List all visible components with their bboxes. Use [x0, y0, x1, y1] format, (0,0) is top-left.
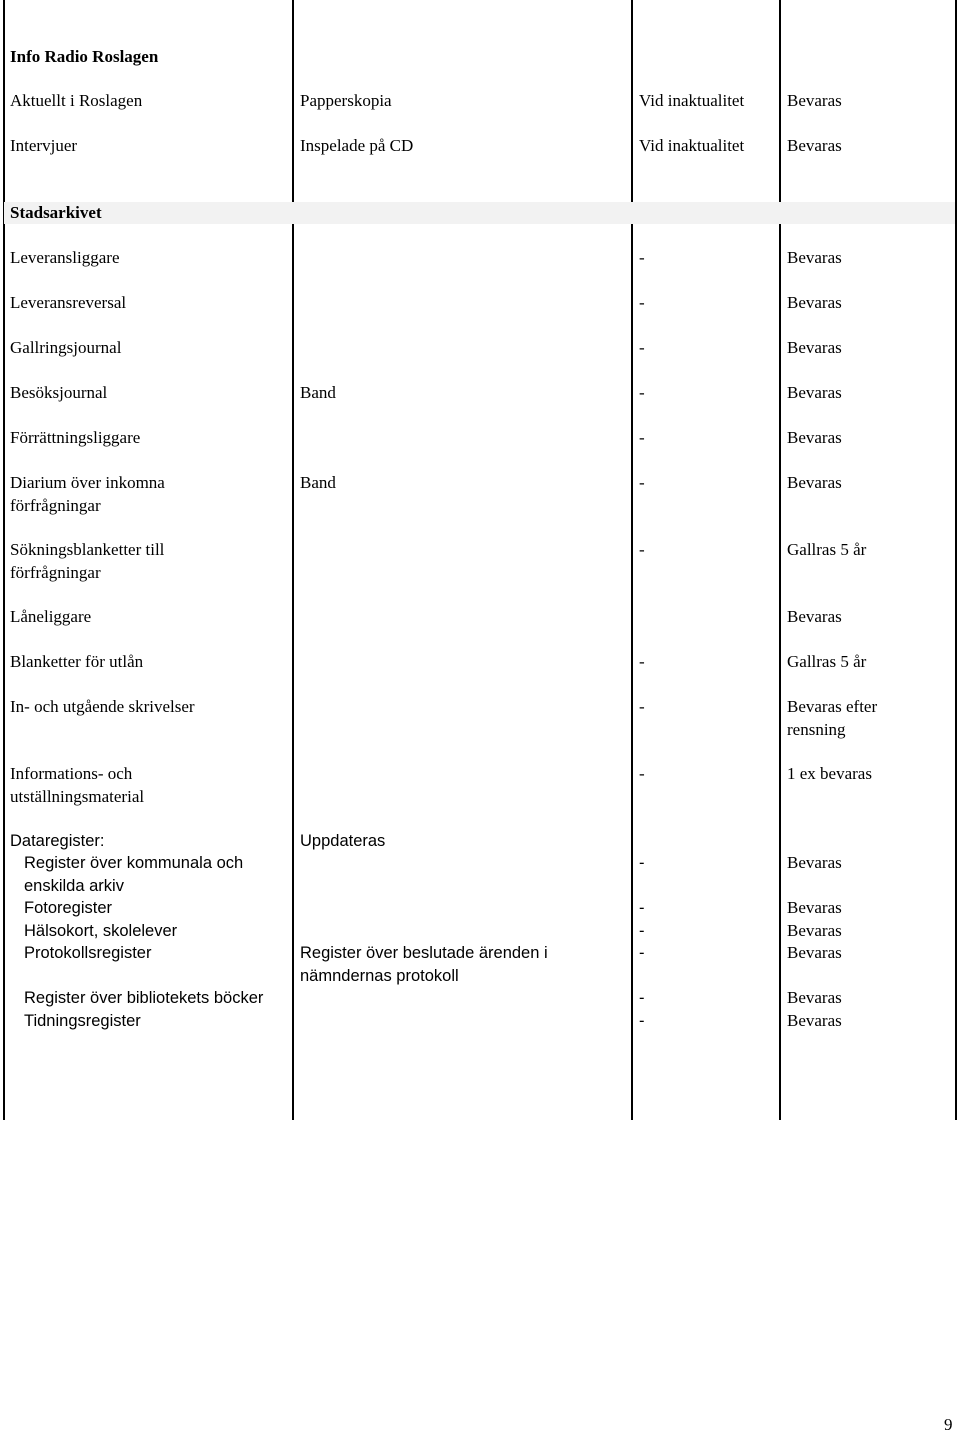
- row-medium: Inspelade på CD: [300, 136, 414, 155]
- dataregister-gallring-tid: -: [639, 1012, 645, 1030]
- table-column-divider: [955, 0, 957, 1120]
- section-heading: Info Radio Roslagen: [10, 47, 159, 66]
- dataregister-item-line: Fotoregister: [24, 899, 113, 917]
- dataregister-atgard: Bevaras: [787, 1011, 842, 1030]
- row-gallring-tid: -: [639, 540, 645, 559]
- row-atgard: Bevaras: [787, 607, 842, 626]
- row-gallring-tid: Vid inaktualitet: [639, 136, 745, 155]
- dataregister-atgard: Bevaras: [787, 988, 842, 1007]
- table-column-divider: [631, 0, 633, 1120]
- dataregister-medium-line: Register över beslutade ärenden i: [300, 944, 548, 962]
- row-atgard: Bevaras: [787, 383, 842, 402]
- row-title: Gallringsjournal: [10, 338, 122, 357]
- row-title: Leveransliggare: [10, 248, 120, 267]
- row-title: Intervjuer: [10, 136, 78, 155]
- dataregister-medium-line: nämndernas protokoll: [300, 967, 459, 985]
- row-atgard-line: Bevaras efter: [787, 697, 878, 716]
- row-title-line: förfrågningar: [10, 563, 101, 582]
- row-gallring-tid: -: [639, 764, 645, 783]
- row-atgard: Bevaras: [787, 473, 842, 492]
- row-title: Låneliggare: [10, 607, 92, 626]
- row-gallring-tid: -: [639, 652, 645, 671]
- row-atgard: 1 ex bevaras: [787, 764, 872, 783]
- row-medium: Papperskopia: [300, 91, 392, 110]
- section-heading-background: [4, 202, 955, 224]
- row-atgard: Bevaras: [787, 338, 842, 357]
- row-atgard: Bevaras: [787, 136, 842, 155]
- row-title-line: Diarium över inkomna: [10, 473, 165, 492]
- row-gallring-tid: -: [639, 473, 645, 492]
- row-title-line: Sökningsblanketter till: [10, 540, 165, 559]
- row-title: Blanketter för utlån: [10, 652, 144, 671]
- dataregister-item-line: Register över bibliotekets böcker: [24, 989, 264, 1007]
- dataregister-item-line: Protokollsregister: [24, 944, 152, 962]
- dataregister-atgard: Bevaras: [787, 921, 842, 940]
- row-gallring-tid: -: [639, 293, 645, 312]
- row-atgard: Gallras 5 år: [787, 652, 867, 671]
- row-title: In- och utgående skrivelser: [10, 697, 195, 716]
- row-atgard-line: rensning: [787, 720, 846, 739]
- dataregister-heading: Dataregister:: [10, 832, 105, 850]
- row-atgard: Bevaras: [787, 428, 842, 447]
- row-title: Besöksjournal: [10, 383, 108, 402]
- dataregister-gallring-tid: -: [639, 989, 645, 1007]
- dataregister-item-line: enskilda arkiv: [24, 877, 124, 895]
- dataregister-gallring-tid: -: [639, 922, 645, 940]
- row-gallring-tid: Vid inaktualitet: [639, 91, 745, 110]
- dataregister-atgard: Bevaras: [787, 943, 842, 962]
- row-title-line: utställningsmaterial: [10, 787, 145, 806]
- row-title-line: Informations- och: [10, 764, 133, 783]
- dataregister-gallring-tid: -: [639, 854, 645, 872]
- row-atgard: Gallras 5 år: [787, 540, 867, 559]
- row-gallring-tid: -: [639, 697, 645, 716]
- row-atgard: Bevaras: [787, 248, 842, 267]
- row-title: Aktuellt i Roslagen: [10, 91, 143, 110]
- section-heading: Stadsarkivet: [10, 203, 102, 222]
- row-gallring-tid: -: [639, 428, 645, 447]
- row-atgard: Bevaras: [787, 91, 842, 110]
- dataregister-item-line: Hälsokort, skolelever: [24, 922, 178, 940]
- row-gallring-tid: -: [639, 338, 645, 357]
- row-medium: Band: [300, 473, 336, 492]
- row-title-line: förfrågningar: [10, 496, 101, 515]
- row-atgard: Bevaras: [787, 293, 842, 312]
- row-gallring-tid: -: [639, 248, 645, 267]
- dataregister-medium: Uppdateras: [300, 832, 386, 850]
- row-medium: Band: [300, 383, 336, 402]
- row-gallring-tid: -: [639, 383, 645, 402]
- row-title: Leveransreversal: [10, 293, 127, 312]
- dataregister-item-line: Register över kommunala och: [24, 854, 244, 872]
- table-column-divider: [3, 0, 5, 1120]
- table-column-divider: [779, 0, 781, 1120]
- dataregister-item-line: Tidningsregister: [24, 1012, 141, 1030]
- row-title: Förrättningsliggare: [10, 428, 141, 447]
- table-column-divider: [292, 0, 294, 1120]
- dataregister-atgard: Bevaras: [787, 853, 842, 872]
- dataregister-atgard: Bevaras: [787, 898, 842, 917]
- dataregister-gallring-tid: -: [639, 899, 645, 917]
- page-number: 9: [944, 1415, 953, 1434]
- dataregister-gallring-tid: -: [639, 944, 645, 962]
